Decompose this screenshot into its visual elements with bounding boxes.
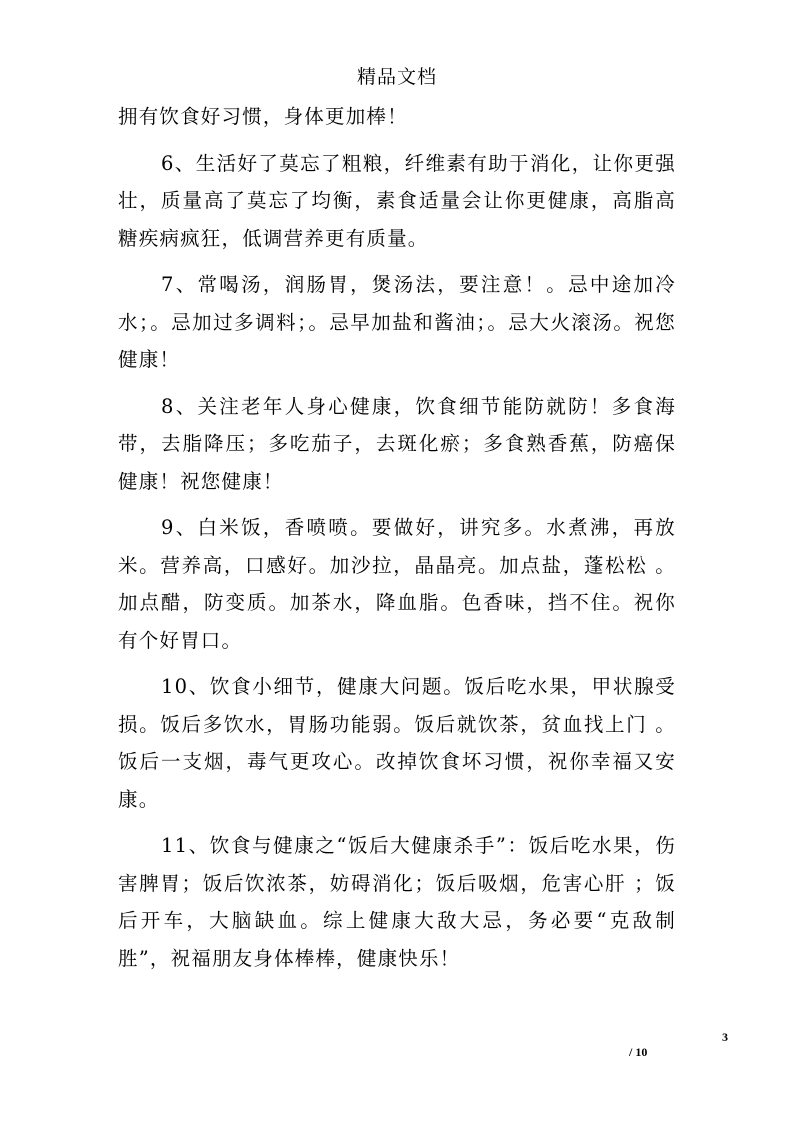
paragraph-item-6: 6、生活好了莫忘了粗粮，纤维素有助于消化，让你更强壮，质量高了莫忘了均衡，素食适量会让你更健康，高脂高糖疾病疯狂，低调营养更有质量。 — [118, 151, 676, 250]
paragraph-item-10: 10、饮食小细节，健康大问题。饭后吃水果，甲状腺受损。饭后多饮水，胃肠功能弱。饭后就饮茶，贫血找上门 。饭后一支烟，毒气更攻心。改掉饮食坏习惯，祝你幸福又安康。 — [118, 675, 676, 811]
page-header-title: 精品文档 — [356, 66, 437, 88]
paragraph-continuation: 拥有饮食好习惯，身体更加棒！ — [118, 105, 408, 128]
paragraph-item-11: 11、饮食与健康之“饭后大健康杀手”：饭后吃水果，伤害脾胃；饭后饮浓茶，妨碍消化；饭后吸烟，危害心肝 ；饭后开车，大脑缺血。综上健康大敌大忌，务必要“克敌制胜”，祝福朋友身体棒棒，健康快乐！ — [118, 834, 676, 970]
page-number: 3 — [722, 1030, 728, 1044]
page-total: / 10 — [629, 1045, 648, 1059]
document-body — [118, 98, 676, 986]
paragraph-item-7: 7、常喝汤，润肠胃，煲汤法，要注意！。忌中途加冷水；。忌加过多调料；。忌早加盐和酱油；。忌大火滚汤。祝您健康！ — [118, 273, 676, 371]
paragraph-item-8: 8、关注老年人身心健康，饮食细节能防就防！多食海带，去脂降压；多吃茄子，去斑化瘀；多食熟香蕉，防癌保健康！祝您健康！ — [118, 394, 676, 493]
paragraph-item-9: 9、白米饭，香喷喷。要做好，讲究多。水煮沸，再放米。营养高，口感好。加沙拉，晶晶亮。加点盐，蓬松松 。加点醋，防变质。加茶水，降血脂。色香味，挡不住。祝你有个好胃口。 — [118, 516, 676, 652]
